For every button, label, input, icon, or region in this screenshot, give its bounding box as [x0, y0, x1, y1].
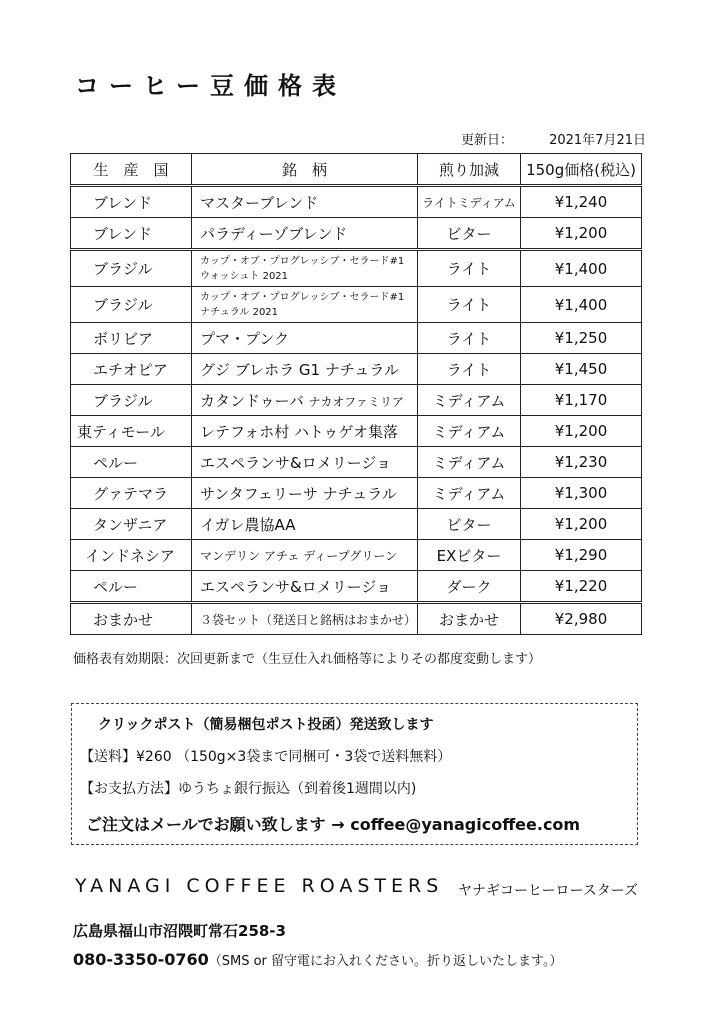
cell-roast: ライト: [418, 354, 521, 385]
cell-origin: ペルー: [71, 447, 192, 478]
cell-origin: ブラジル: [71, 250, 192, 287]
phone-number[interactable]: 080-3350-0760: [73, 950, 209, 969]
cell-price: ¥1,240: [521, 186, 642, 218]
cell-origin: ブレンド: [71, 186, 192, 218]
table-row: [71, 478, 642, 509]
cell-origin: ブラジル: [71, 385, 192, 416]
cell-name-line1: カップ・オブ・プログレッシブ・セラード#1: [200, 255, 405, 267]
cell-name: [192, 540, 418, 571]
header-origin: 生 産 国: [71, 154, 192, 186]
shipping-method: クリックポスト（簡易梱包ポスト投函）発送致します: [98, 717, 434, 733]
header-roast: 煎り加減: [418, 154, 521, 186]
order-text: ご注文はメールでお願い致します →: [86, 815, 351, 834]
phone-line: [73, 950, 563, 969]
cell-name: [192, 603, 418, 635]
cell-origin: ペルー: [71, 571, 192, 603]
address: 広島県福山市沼隈町常石258-3: [73, 922, 286, 940]
cell-roast: EXビター: [418, 540, 521, 571]
cell-price: ¥1,200: [521, 416, 642, 447]
table-row: [71, 540, 642, 571]
table-row: [71, 354, 642, 385]
cell-origin: エチオピア: [71, 354, 192, 385]
cell-name: イガレ農協AA: [192, 509, 418, 540]
cell-origin: 東ティモール: [71, 416, 192, 447]
shipping-fee: 【送料】¥260 （150g×3袋まで同梱可・3袋で送料無料）: [80, 749, 452, 765]
table-row: [71, 571, 642, 603]
cell-roast: ビター: [418, 218, 521, 250]
cell-price: ¥1,400: [521, 250, 642, 287]
cell-price: ¥1,400: [521, 287, 642, 323]
cell-name: プマ・プンク: [192, 323, 418, 354]
cell-roast: ミディアム: [418, 447, 521, 478]
table-row: [71, 287, 642, 323]
cell-roast: ダーク: [418, 571, 521, 603]
cell-name: レテフォホ村 ハトゥゲオ集落: [192, 416, 418, 447]
table-header-row: [71, 154, 642, 186]
cell-origin: おまかせ: [71, 603, 192, 635]
brand-name: YANAGI COFFEE ROASTERS: [75, 875, 444, 897]
table-row: [71, 250, 642, 287]
updated-date: [461, 129, 646, 148]
phone-note: （SMS or 留守電にお入れください。折り返しいたします。）: [208, 954, 563, 969]
cell-name: エスペランサ&ロメリージョ: [192, 447, 418, 478]
cell-price: ¥1,170: [521, 385, 642, 416]
cell-roast: ミディアム: [418, 416, 521, 447]
cell-name: パラディーゾブレンド: [192, 218, 418, 250]
cell-name: マスターブレンド: [192, 186, 418, 218]
shipping-info-box: [71, 703, 638, 845]
price-table: [70, 153, 642, 635]
header-price: 150g価格(税込): [521, 154, 642, 186]
cell-roast: おまかせ: [418, 603, 521, 635]
cell-name-text: マンデリン アチェ ディープグリーン: [200, 549, 398, 563]
cell-price: ¥1,290: [521, 540, 642, 571]
cell-name: [192, 287, 418, 323]
cell-roast: ライトミディアム: [418, 186, 521, 218]
cell-price: ¥1,230: [521, 447, 642, 478]
cell-name: グジ ブレホラ G1 ナチュラル: [192, 354, 418, 385]
brand-kana: ヤナギコーヒーロースターズ: [458, 883, 639, 899]
email-link[interactable]: coffee@yanagicoffee.com: [350, 815, 581, 834]
header-name: 銘 柄: [192, 154, 418, 186]
cell-name-line2: ナチュラル 2021: [200, 306, 279, 318]
table-row: [71, 323, 642, 354]
cell-roast: ミディアム: [418, 478, 521, 509]
table-row: [71, 447, 642, 478]
cell-roast: ライト: [418, 287, 521, 323]
table-row: [71, 218, 642, 250]
cell-origin: タンザニア: [71, 509, 192, 540]
cell-origin: ボリビア: [71, 323, 192, 354]
cell-price: ¥1,450: [521, 354, 642, 385]
table-row: [71, 509, 642, 540]
payment-method: 【お支払方法】ゆうちょ銀行振込（到着後1週間以内): [80, 781, 417, 797]
cell-name: サンタフェリーサ ナチュラル: [192, 478, 418, 509]
cell-origin: ブレンド: [71, 218, 192, 250]
cell-origin: グァテマラ: [71, 478, 192, 509]
cell-name: エスペランサ&ロメリージョ: [192, 571, 418, 603]
cell-name-sub: ナカオファミリア: [308, 394, 404, 409]
cell-name: [192, 385, 418, 416]
table-row: [71, 603, 642, 635]
table-row: [71, 186, 642, 218]
cell-price: ¥1,200: [521, 509, 642, 540]
validity-note: 価格表有効期限：次回更新まで（生豆仕入れ価格等によりその都度変動します）: [73, 652, 542, 667]
cell-roast: ライト: [418, 250, 521, 287]
updated-label: 更新日：: [461, 133, 514, 148]
page-title: コーヒー豆価格表: [75, 72, 347, 100]
cell-name-line1: カップ・オブ・プログレッシブ・セラード#1: [200, 291, 405, 303]
cell-price: ¥1,200: [521, 218, 642, 250]
cell-roast: ビター: [418, 509, 521, 540]
cell-price: ¥1,220: [521, 571, 642, 603]
cell-price: ¥1,300: [521, 478, 642, 509]
order-instructions: [86, 812, 580, 835]
cell-name-main: カタンドゥーバ: [200, 391, 304, 410]
cell-name: [192, 250, 418, 287]
updated-value: 2021年7月21日: [549, 133, 646, 148]
cell-name-line2: ウォッシュト 2021: [200, 270, 289, 282]
cell-roast: ライト: [418, 323, 521, 354]
cell-roast: ミディアム: [418, 385, 521, 416]
table-row: [71, 416, 642, 447]
cell-price: ¥1,250: [521, 323, 642, 354]
cell-origin: インドネシア: [71, 540, 192, 571]
cell-price: ¥2,980: [521, 603, 642, 635]
cell-name-text: ３袋セット（発送日と銘柄はおまかせ）: [200, 613, 417, 627]
cell-origin: ブラジル: [71, 287, 192, 323]
table-row: [71, 385, 642, 416]
